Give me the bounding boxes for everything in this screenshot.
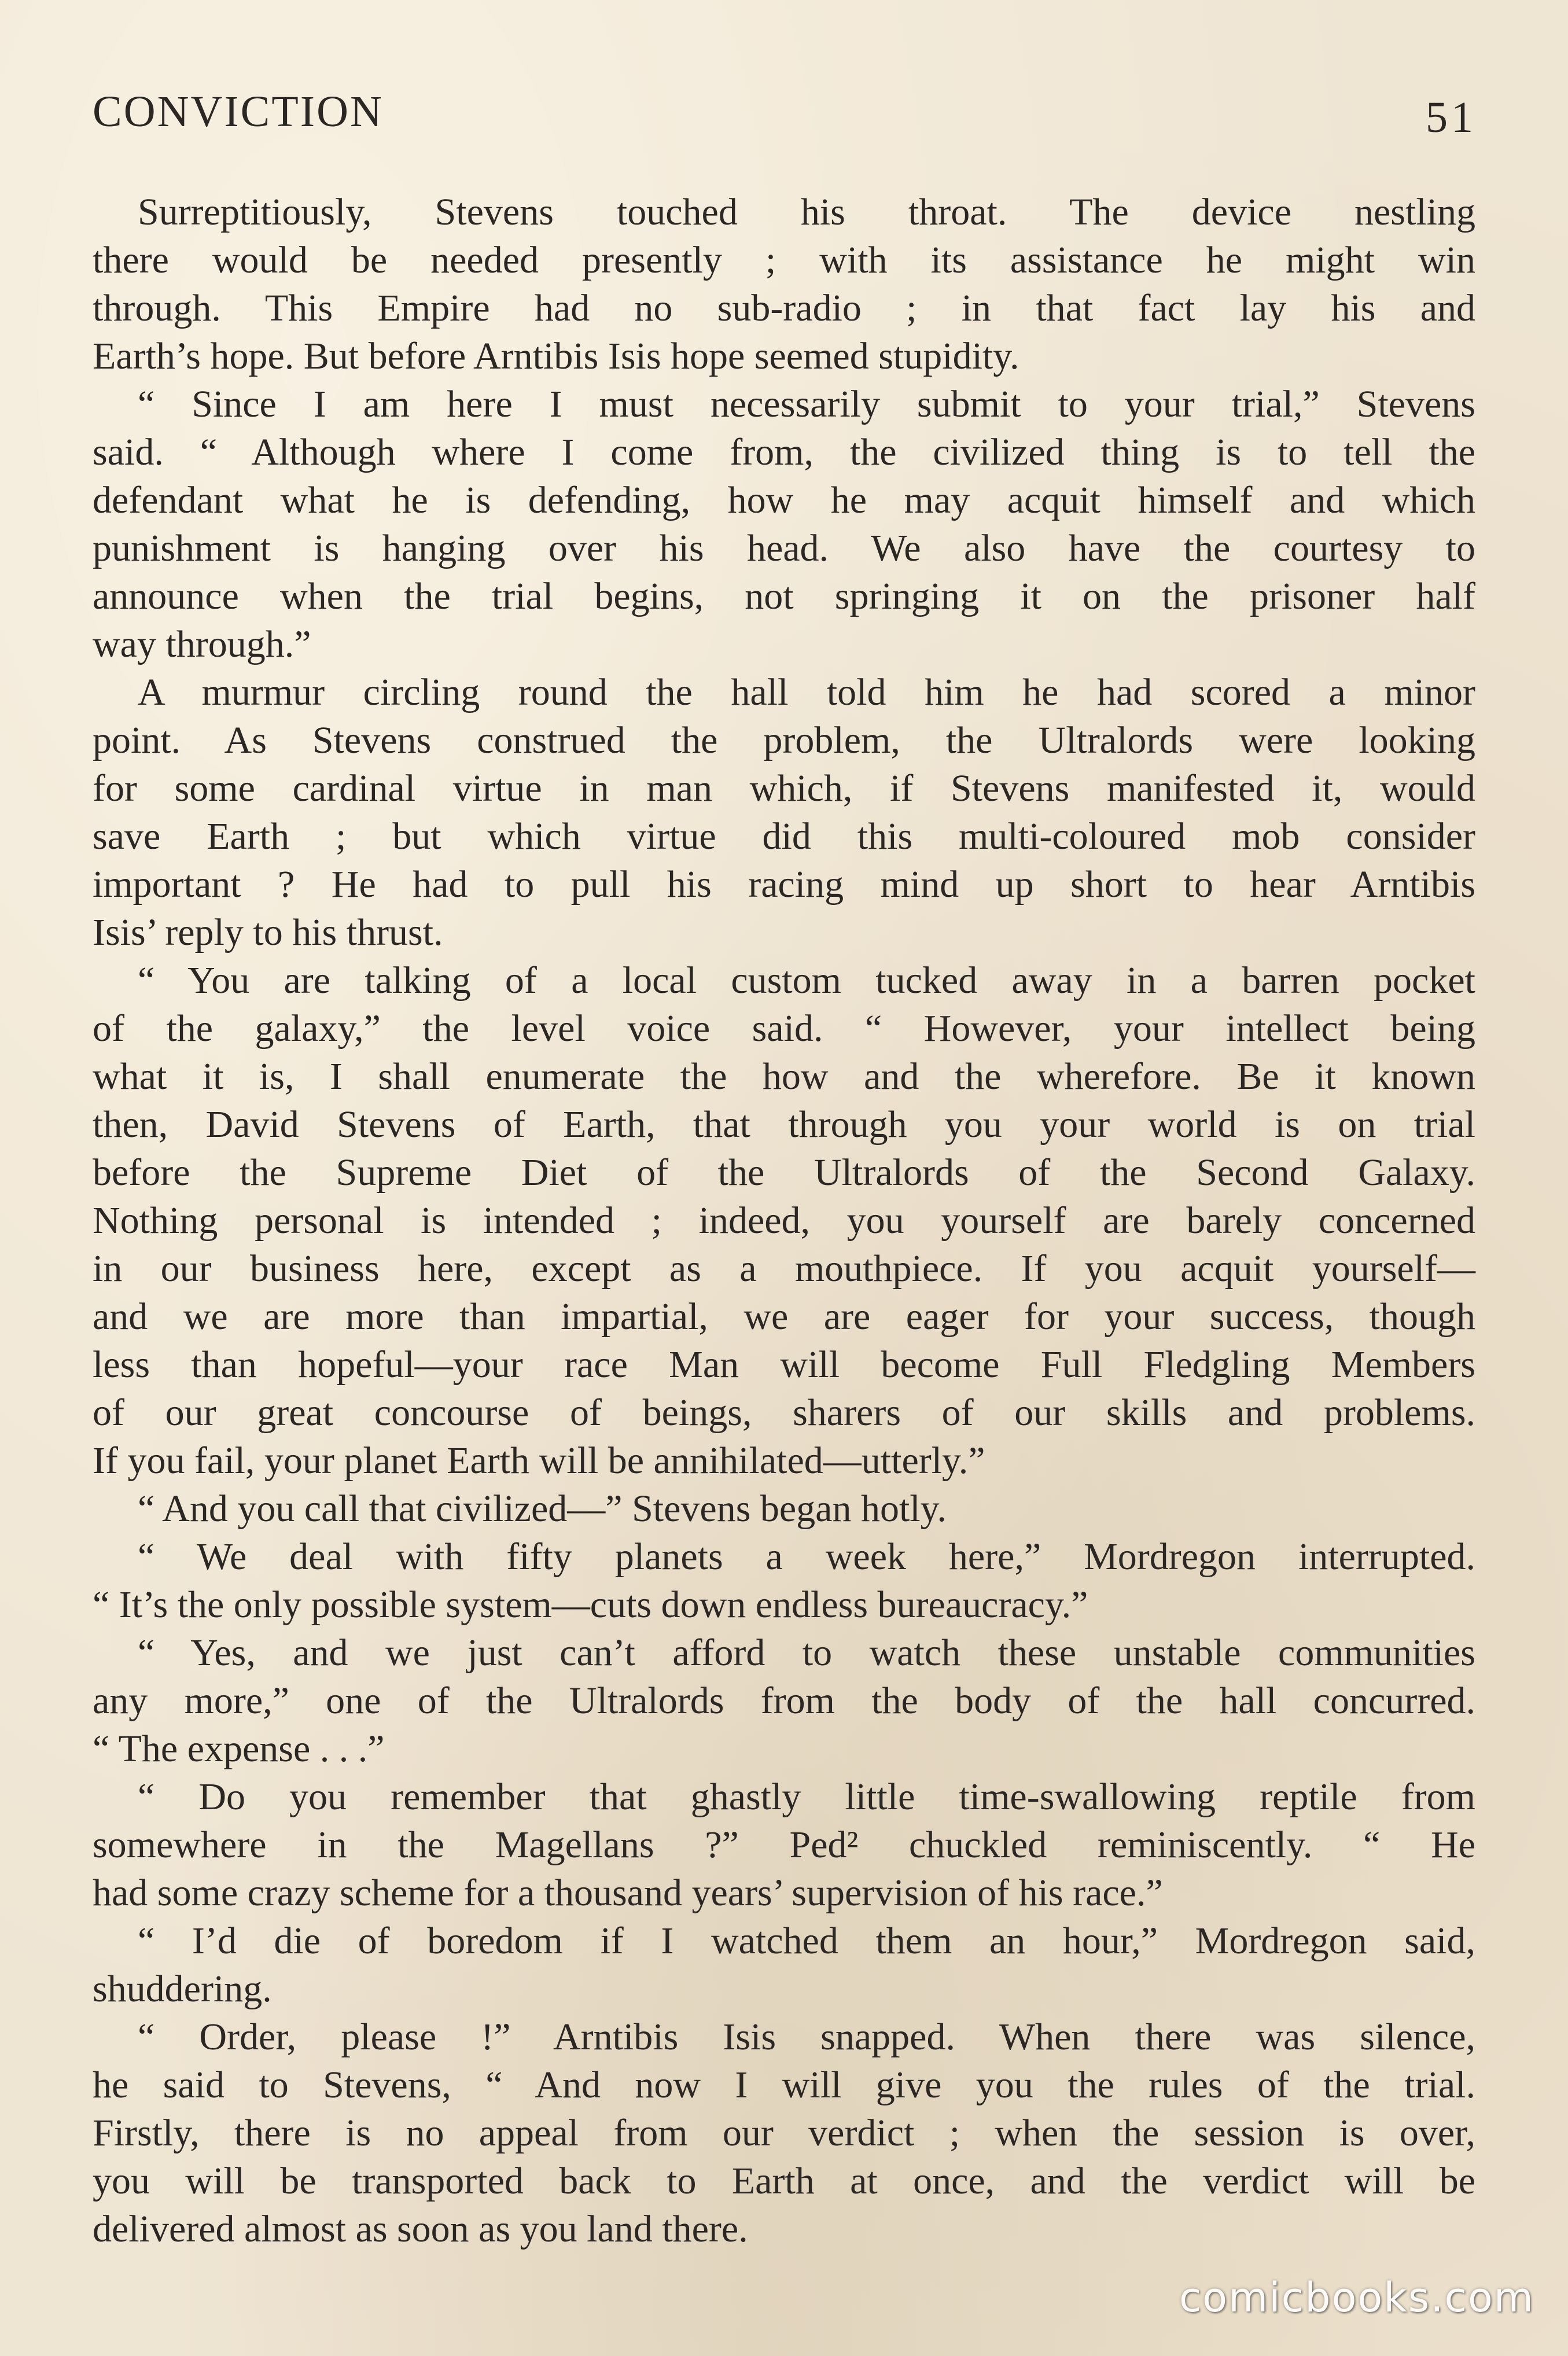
text-line: any more,” one of the Ultralords from the body of the hall concurred. xyxy=(93,1680,1475,1722)
text-line: before the Supreme Diet of the Ultralords of the Second Galaxy. xyxy=(93,1151,1475,1194)
text-line: important ? He had to pull his racing mind up short to hear Arntibis xyxy=(93,863,1475,905)
text-line: “ The expense . . .” xyxy=(93,1728,385,1770)
text-line: Nothing personal is intended ; indeed, you yourself are barely concerned xyxy=(93,1199,1475,1242)
page-number: 51 xyxy=(1426,93,1477,142)
text-line: there would be needed presently ; with its assistance he might win xyxy=(93,239,1475,281)
text-line: defendant what he is defending, how he may acquit himself and which xyxy=(93,479,1475,521)
text-line: Surreptitiously, Stevens touched his throat. The device nestling xyxy=(138,191,1475,233)
text-line: point. As Stevens construed the problem, the Ultralords were looking xyxy=(93,719,1475,761)
text-line: said. “ Although where I come from, the civilized thing is to tell the xyxy=(93,431,1475,473)
text-line: for some cardinal virtue in man which, if Stevens manifested it, would xyxy=(93,767,1475,809)
text-line: and we are more than impartial, we are eager for your success, though xyxy=(93,1295,1475,1338)
text-line: “ You are talking of a local custom tucked away in a barren pocket xyxy=(138,959,1475,1002)
text-line: save Earth ; but which virtue did this multi-coloured mob consider xyxy=(93,815,1475,857)
text-line: he said to Stevens, “ And now I will give you the rules of the trial. xyxy=(93,2064,1475,2106)
text-line: then, David Stevens of Earth, that through you your world is on trial xyxy=(93,1103,1475,1146)
running-head: CONVICTION xyxy=(93,87,384,136)
text-line: of our great concourse of beings, sharers of our skills and problems. xyxy=(93,1391,1475,1434)
text-line: of the galaxy,” the level voice said. “ However, your intellect being xyxy=(93,1007,1475,1050)
text-line: somewhere in the Magellans ?” Ped² chuckled reminiscently. “ He xyxy=(93,1824,1475,1866)
text-line: “ Since I am here I must necessarily submit to your trial,” Stevens xyxy=(138,383,1475,425)
text-line: punishment is hanging over his head. We also have the courtesy to xyxy=(93,527,1475,569)
text-line: shuddering. xyxy=(93,1968,272,2010)
text-line: “ I’d die of boredom if I watched them an hour,” Mordregon said, xyxy=(138,1920,1475,1962)
text-line: less than hopeful—your race Man will become Full Fledgling Members xyxy=(93,1343,1475,1386)
text-line: what it is, I shall enumerate the how and the wherefore. Be it known xyxy=(93,1055,1475,1098)
text-line: “ It’s the only possible system—cuts down endless bureaucracy.” xyxy=(93,1584,1088,1626)
text-line: way through.” xyxy=(93,623,311,665)
text-line: “ And you call that civilized—” Stevens began hotly. xyxy=(138,1488,947,1530)
text-line: had some crazy scheme for a thousand years’ supervision of his race.” xyxy=(93,1872,1163,1914)
text-line: announce when the trial begins, not springing it on the prisoner half xyxy=(93,575,1475,617)
text-line: you will be transported back to Earth at once, and the verdict will be xyxy=(93,2160,1475,2202)
text-line: “ We deal with fifty planets a week here,” Mordregon interrupted. xyxy=(138,1536,1475,1578)
text-line: If you fail, your planet Earth will be annihilated—utterly.” xyxy=(93,1440,985,1482)
text-line: Firstly, there is no appeal from our verdict ; when the session is over, xyxy=(93,2112,1475,2154)
text-line: delivered almost as soon as you land there. xyxy=(93,2208,748,2250)
text-line: “ Yes, and we just can’t afford to watch these unstable communities xyxy=(138,1632,1475,1674)
text-line: “ Do you remember that ghastly little time-swallowing reptile from xyxy=(138,1776,1475,1818)
text-line: through. This Empire had no sub-radio ; in that fact lay his and xyxy=(93,287,1475,329)
text-line: “ Order, please !” Arntibis Isis snapped. When there was silence, xyxy=(138,2016,1475,2058)
text-line: in our business here, except as a mouthpiece. If you acquit yourself— xyxy=(93,1247,1475,1290)
watermark: comicbooks.com xyxy=(1179,2274,1534,2321)
text-line: Isis’ reply to his thrust. xyxy=(93,911,443,954)
text-line: Earth’s hope. But before Arntibis Isis hope seemed stupidity. xyxy=(93,335,1019,377)
text-line: A murmur circling round the hall told him he had scored a minor xyxy=(138,671,1475,713)
body-text xyxy=(93,188,1475,2253)
